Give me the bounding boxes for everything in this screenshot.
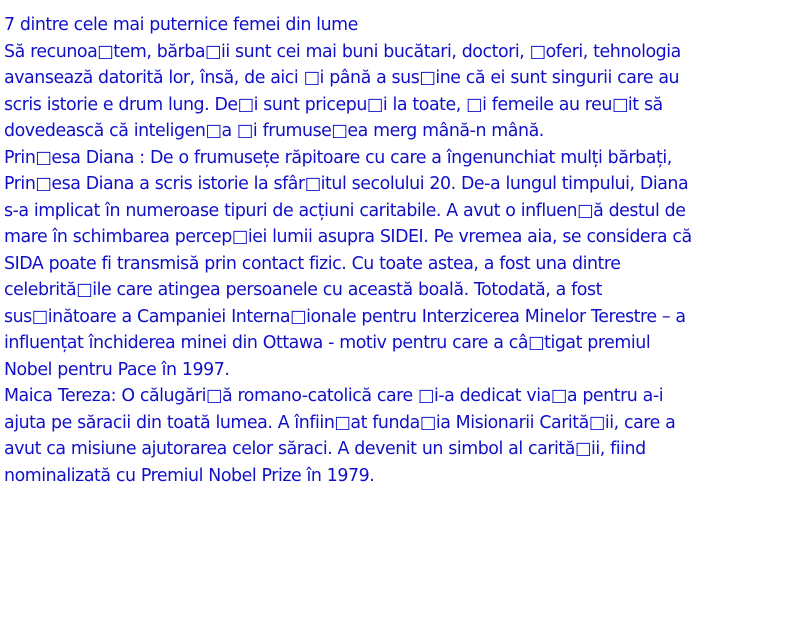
text-line: Să recunoa□tem, bărba□ii sunt cei mai buni bucătari, doctori, □oferi, tehnologia <box>4 41 681 62</box>
text-line: SIDA poate fi transmisă prin contact fizic. Cu toate astea, a fost una dintre <box>4 253 621 274</box>
text-line: ajuta pe săracii din toată lumea. A înfiin□at funda□ia Misionarii Carită□ii, care a <box>4 412 676 433</box>
text-line: Prin□esa Diana : De o frumusețe răpitoare cu care a îngenunchiat mulți bărbați, <box>4 147 672 168</box>
document-body <box>4 12 794 489</box>
text-line: Nobel pentru Pace în 1997. <box>4 359 230 380</box>
text-line: scris istorie e drum lung. De□i sunt pricepu□i la toate, □i femeile au reu□it să <box>4 94 663 115</box>
text-line: dovedească că inteligen□a □i frumuse□ea merg mână-n mână. <box>4 121 544 141</box>
text-line: s-a implicat în numeroase tipuri de acțiuni caritabile. A avut o influen□ă destul de <box>4 200 686 221</box>
text-line: Maica Tereza: O călugări□ă romano-catolică care □i-a dedicat via□a pentru a-i <box>4 386 664 406</box>
text-line: 7 dintre cele mai puternice femei din lume <box>4 15 358 35</box>
text-line: mare în schimbarea percep□iei lumii asupra SIDEI. Pe vremea aia, se considera că <box>4 227 692 247</box>
text-line: sus□inătoare a Campaniei Interna□ionale pentru Interzicerea Minelor Terestre – a <box>4 306 686 327</box>
text-line: avansează datorită lor, însă, de aici □i până a sus□ine că ei sunt singurii care au <box>4 68 680 88</box>
text-line: celebrită□ile care atingea persoanele cu această boală. Totodată, a fost <box>4 280 602 300</box>
text-line: nominalizată cu Premiul Nobel Prize în 1979. <box>4 465 375 486</box>
text-line: avut ca misiune ajutorarea celor săraci. A devenit un simbol al carită□ii, fiind <box>4 439 646 459</box>
text-line: Prin□esa Diana a scris istorie la sfâr□itul secolului 20. De-a lungul timpului, Diana <box>4 174 689 194</box>
text-line: influențat închiderea minei din Ottawa - motiv pentru care a câ□tigat premiul <box>4 333 651 353</box>
